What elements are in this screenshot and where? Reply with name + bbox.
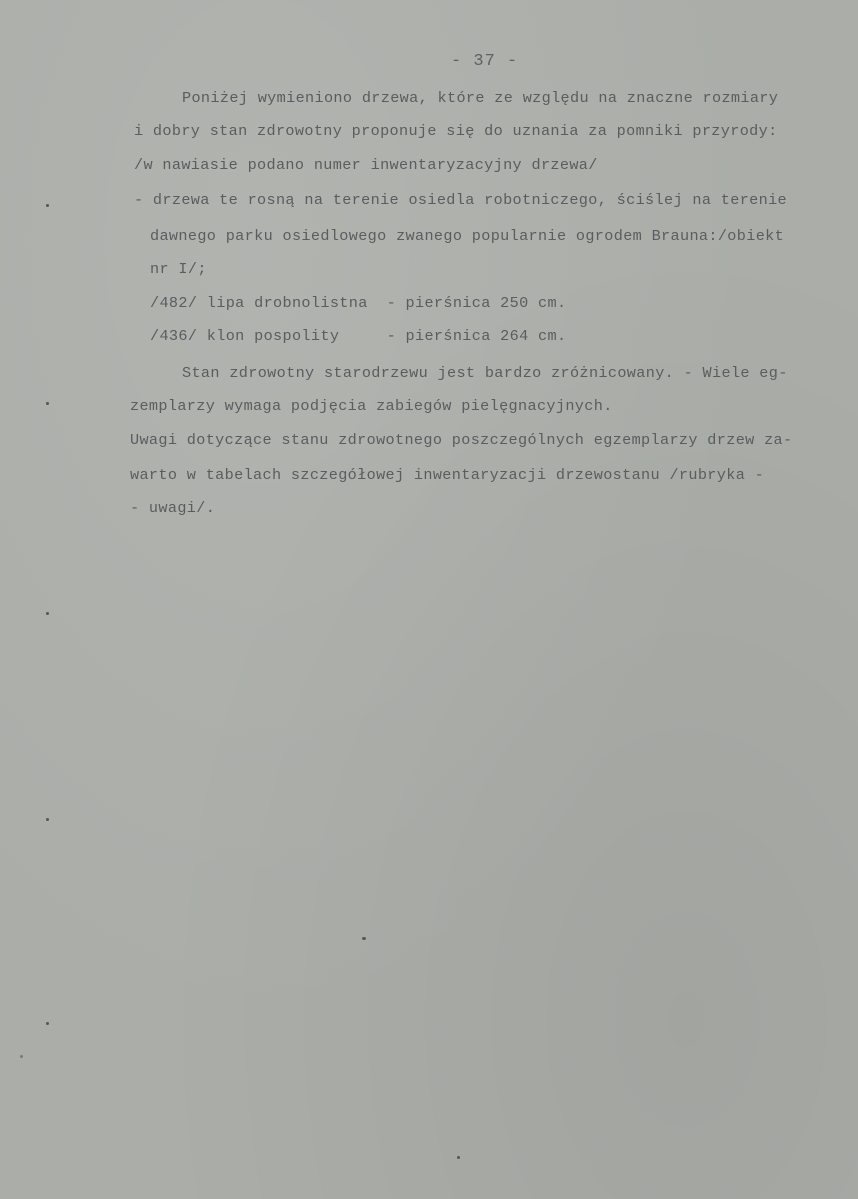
ink-speck: [457, 1156, 460, 1159]
page-number: - 37 -: [451, 52, 519, 71]
text-line-12: warto w tabelach szczegółowej inwentaryzacji drzewostanu /rubryka -: [130, 466, 765, 484]
text-line-13: - uwagi/.: [130, 499, 216, 517]
ink-speck: [46, 1022, 49, 1025]
text-line-5: dawnego parku osiedlowego zwanego popularnie ogrodem Brauna:/obiekt: [150, 227, 785, 245]
text-line-7: /482/ lipa drobnolistna - pierśnica 250 cm.: [150, 294, 567, 312]
text-line-10: zemplarzy wymaga podjęcia zabiegów pielęgnacyjnych.: [130, 397, 613, 415]
ink-speck: [46, 204, 49, 207]
ink-speck: [20, 1055, 23, 1058]
text-line-9: Stan zdrowotny starodrzewu jest bardzo zróżnicowany. - Wiele eg-: [182, 364, 788, 382]
text-line-11: Uwagi dotyczące stanu zdrowotnego poszczególnych egzemplarzy drzew za-: [130, 431, 793, 449]
ink-speck: [362, 937, 366, 940]
text-line-6: nr I/;: [150, 260, 207, 278]
text-line-4: - drzewa te rosną na terenie osiedla robotniczego, ściślej na terenie: [134, 191, 788, 209]
text-line-1: Poniżej wymieniono drzewa, które ze względu na znaczne rozmiary: [182, 89, 779, 107]
ink-speck: [46, 818, 49, 821]
text-line-3: /w nawiasie podano numer inwentaryzacyjny drzewa/: [134, 156, 598, 174]
ink-speck: [46, 612, 49, 615]
ink-speck: [46, 402, 49, 405]
text-line-8: /436/ klon pospolity - pierśnica 264 cm.: [150, 327, 567, 345]
text-line-2: i dobry stan zdrowotny proponuje się do uznania za pomniki przyrody:: [134, 122, 778, 140]
